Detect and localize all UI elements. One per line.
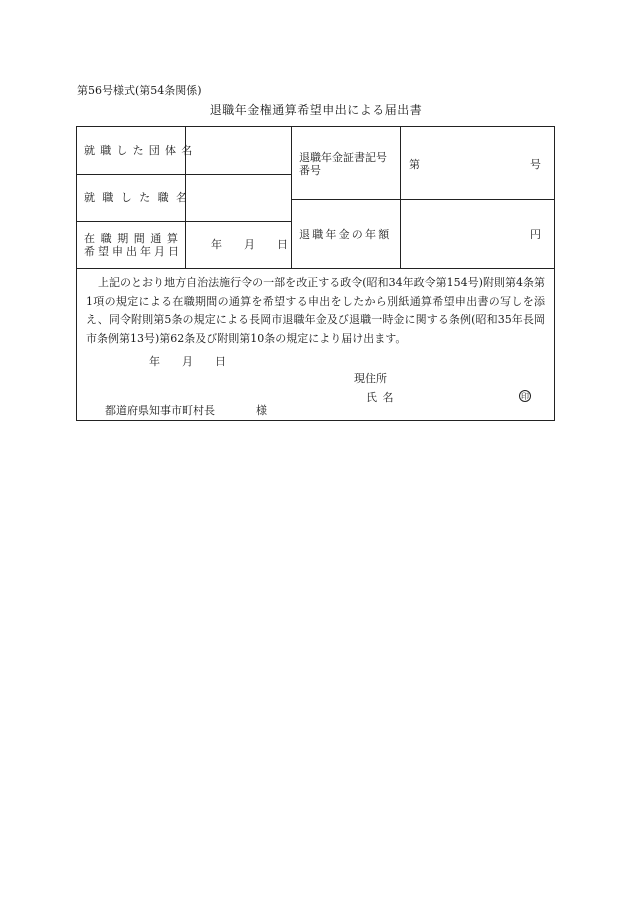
document-title: 退職年金権通算希望申出による届出書 bbox=[209, 103, 423, 117]
day-label: 日 bbox=[215, 355, 226, 368]
honorific: 様 bbox=[256, 404, 267, 417]
address-field[interactable] bbox=[395, 370, 545, 386]
annual-amount-field[interactable] bbox=[409, 228, 541, 241]
yen-unit: 円 bbox=[530, 228, 541, 241]
application-date-field[interactable] bbox=[211, 238, 288, 251]
application-date-label bbox=[84, 232, 184, 258]
org-name-field[interactable] bbox=[186, 128, 290, 173]
seal-mark: 印 bbox=[521, 392, 529, 401]
org-name-label-text: 就職した団体名 bbox=[84, 144, 198, 157]
addressee bbox=[105, 404, 267, 417]
application-date-label-line2: 希望申出年月日 bbox=[84, 245, 182, 258]
position-label bbox=[84, 191, 195, 204]
address-label: 現住所 bbox=[354, 372, 387, 385]
annual-amount-label bbox=[299, 228, 391, 241]
month-label: 月 bbox=[182, 355, 193, 368]
year-label: 年 bbox=[149, 355, 160, 368]
month-label: 月 bbox=[244, 238, 255, 251]
certificate-suffix: 号 bbox=[530, 158, 541, 171]
position-field[interactable] bbox=[186, 175, 290, 220]
declaration-date[interactable] bbox=[149, 355, 226, 368]
certificate-label bbox=[299, 151, 387, 177]
day-label: 日 bbox=[277, 238, 288, 251]
year-label: 年 bbox=[211, 238, 222, 251]
org-name-label bbox=[84, 144, 198, 157]
form-number: 第56号様式(第54条関係) bbox=[77, 84, 202, 97]
name-label: 氏 名 bbox=[366, 391, 395, 404]
divider bbox=[77, 268, 555, 269]
divider bbox=[77, 221, 291, 222]
name-field[interactable] bbox=[395, 389, 515, 405]
annual-amount-label-text: 退職年金の年額 bbox=[299, 228, 392, 241]
addressee-text: 都道府県知事市町村長 bbox=[105, 404, 215, 417]
form-table bbox=[76, 126, 555, 421]
certificate-number-field[interactable] bbox=[409, 158, 541, 171]
certificate-label-line2: 番号 bbox=[299, 164, 321, 177]
certificate-prefix: 第 bbox=[409, 158, 420, 171]
declaration-text: 上記のとおり地方自治法施行令の一部を改正する政令(昭和34年政令第154号)附則第4条第1項の規定による在職期間の通算を希望する申出をしたから別紙通算希望申出書の写しを添え、同令附則第5条の規定による長岡市退職年金及び退職一時金に関する条例(昭和35年長岡市条例第13号)第62条及び附則第10条の規定により届け出ます。 bbox=[86, 276, 545, 345]
application-date-label-line1: 在職期間通算 bbox=[84, 232, 184, 245]
certificate-label-line1: 退職年金証書記号 bbox=[299, 151, 387, 164]
divider bbox=[291, 199, 555, 200]
position-label-text: 就職した職名 bbox=[84, 191, 195, 204]
divider bbox=[400, 127, 401, 268]
divider bbox=[291, 127, 292, 268]
